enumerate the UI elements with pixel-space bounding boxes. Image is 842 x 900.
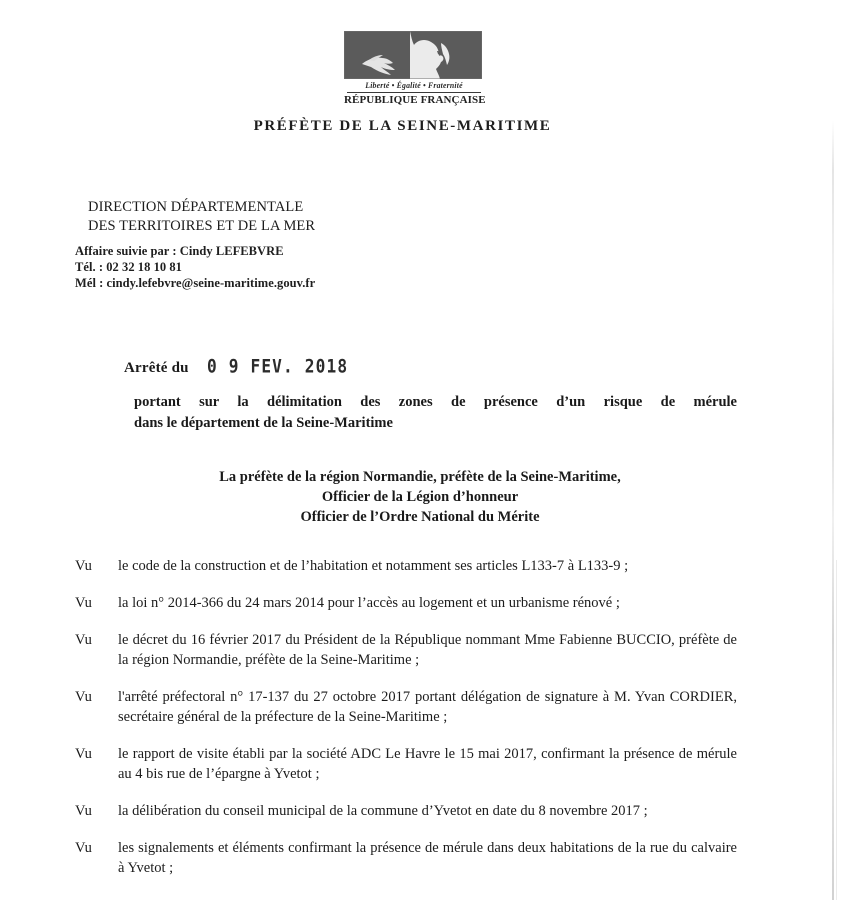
scan-artifact-line-secondary xyxy=(836,560,837,900)
visa-text: le code de la construction et de l’habitation et notamment ses articles L133-7 à L133-9 ; xyxy=(118,558,629,574)
marianne-emblem-icon xyxy=(344,31,482,79)
arrete-objet-line-2: dans le département de la Seine-Maritime xyxy=(134,415,393,431)
visa-list xyxy=(75,556,737,895)
visa-label: Vu xyxy=(75,632,92,648)
visa-text: les signalements et éléments confirmant la présence de mérule dans deux habitations de la rue du calvaire à Yvetot ; xyxy=(118,840,737,876)
direction-line-2: DES TERRITOIRES ET DE LA MER xyxy=(88,218,316,234)
signatory-qualite-block xyxy=(110,467,730,527)
contact-affaire-suivie: Affaire suivie par : Cindy LEFEBVRE xyxy=(75,244,284,258)
arrete-date-row xyxy=(124,357,355,377)
qualite-line-1: La préfète de la région Normandie, préfète de la Seine-Maritime, xyxy=(219,469,621,485)
arrete-label: Arrêté du xyxy=(124,360,189,376)
republique-francaise-emblem xyxy=(344,31,484,107)
visa-label: Vu xyxy=(75,746,92,762)
visa-item xyxy=(75,744,737,784)
visa-item xyxy=(75,630,737,670)
emblem-divider xyxy=(347,92,481,93)
visa-item xyxy=(75,593,737,613)
visa-label: Vu xyxy=(75,558,92,574)
visa-item xyxy=(75,838,737,878)
visa-text: le rapport de visite établi par la société ADC Le Havre le 15 mai 2017, confirmant la présence de mérule au 4 bis rue de l’épargne à Yvetot ; xyxy=(118,746,737,782)
visa-label: Vu xyxy=(75,803,92,819)
direction-block xyxy=(88,198,315,236)
contact-email: Mél : cindy.lefebvre@seine-maritime.gouv.fr xyxy=(75,276,316,290)
emblem-motto: Liberté • Égalité • Fraternité xyxy=(365,81,463,90)
emblem-republic-label: RÉPUBLIQUE FRANÇAISE xyxy=(344,94,486,106)
visa-label: Vu xyxy=(75,689,92,705)
visa-item xyxy=(75,687,737,727)
qualite-line-3: Officier de l’Ordre National du Mérite xyxy=(300,509,540,525)
visa-label: Vu xyxy=(75,840,92,856)
page-title: PRÉFÈTE DE LA SEINE-MARITIME xyxy=(253,118,552,134)
arrete-objet xyxy=(134,392,737,434)
visa-text: l'arrêté préfectoral n° 17-137 du 27 octobre 2017 portant délégation de signature à M. Yvan CORDIER, secrétaire général de la préfecture de la Seine-Maritime ; xyxy=(118,689,737,725)
scan-artifact-line xyxy=(832,0,834,900)
arrete-objet-line-1: portant sur la délimitation des zones de présence d’un risque de mérule xyxy=(134,394,737,410)
qualite-line-2: Officier de la Légion d’honneur xyxy=(321,489,519,505)
direction-line-1: DIRECTION DÉPARTEMENTALE xyxy=(88,199,304,215)
visa-item xyxy=(75,556,737,576)
contact-block xyxy=(75,243,315,291)
visa-label: Vu xyxy=(75,595,92,611)
visa-item xyxy=(75,801,737,821)
visa-text: la loi n° 2014-366 du 24 mars 2014 pour l’accès au logement et un urbanisme rénové ; xyxy=(118,595,620,611)
visa-text: la délibération du conseil municipal de la commune d’Yvetot en date du 8 novembre 2017 ; xyxy=(118,803,648,819)
arrete-date-stamp: 0 9 FEV. 2018 xyxy=(206,355,348,378)
contact-telephone: Tél. : 02 32 18 10 81 xyxy=(75,260,182,274)
visa-text: le décret du 16 février 2017 du Président de la République nommant Mme Fabienne BUCCIO, préfète de la région Normandie, préfète de la Seine-Maritime ; xyxy=(118,632,737,668)
